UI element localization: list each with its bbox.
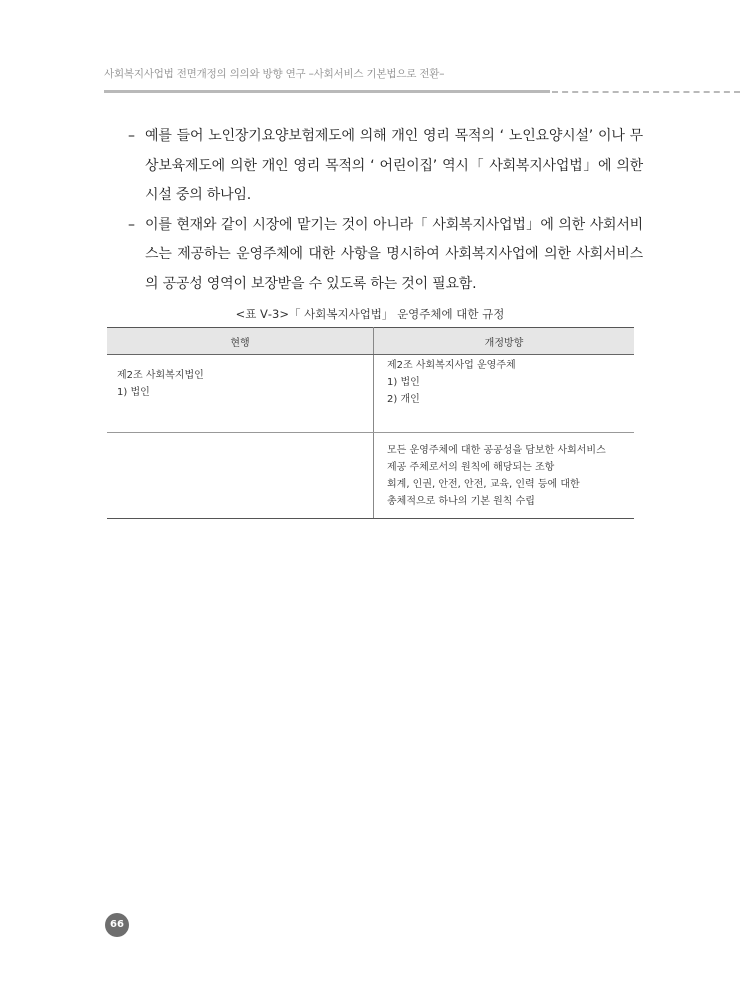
cell-current [107, 433, 374, 519]
bullet-list [128, 122, 643, 299]
header-dashed-rule [552, 91, 740, 93]
cell-line: 제공 주체로서의 원칙에 해당되는 조항 [387, 462, 555, 473]
cell-line: 제2조 사회복지법인 [117, 370, 204, 381]
bullet-text: 이를 현재와 같이 시장에 맡기는 것이 아니라「 사회복지사업법」에 의한 사회서비스는 제공하는 운영주체에 대한 사항을 명시하여 사회복지사업에 의한 사회서비스의 공공성 영역이 보장받을 수 있도록 하는 것이 필요함. [145, 216, 643, 292]
cell-current [107, 355, 374, 433]
cell-line: 회계, 인권, 안전, 안전, 교육, 인력 등에 대한 [387, 479, 580, 490]
column-header-revision: 개정방향 [374, 328, 635, 355]
table-header-row [107, 328, 634, 355]
column-header-current: 현행 [107, 328, 374, 355]
cell-line: 2) 개인 [387, 394, 420, 405]
bullet-text: 예를 들어 노인장기요양보험제도에 의해 개인 영리 목적의 ‘ 노인요양시설’ 이나 무상보육제도에 의한 개인 영리 목적의 ‘ 어린이집’ 역시「 사회복지사업법」에 의한 시설 중의 하나임. [145, 128, 643, 203]
table-caption: <표 Ⅴ-3>「 사회복지사업법」 운영주체에 대한 규정 [235, 307, 505, 321]
running-header: 사회복지사업법 전면개정의 의의와 방향 연구 –사회서비스 기본법으로 전환– [104, 68, 445, 80]
cell-line: 1) 법인 [387, 377, 420, 388]
table-row [107, 433, 634, 519]
regulation-table [107, 327, 634, 519]
bullet-marker: – [128, 216, 135, 233]
bullet-marker: – [128, 128, 135, 144]
page-number-badge: 66 [105, 913, 129, 937]
cell-line: 1) 법인 [117, 387, 150, 398]
cell-line: 모든 운영주체에 대한 공공성을 담보한 사회서비스 [387, 445, 606, 456]
bullet-item [128, 122, 643, 211]
cell-revision [374, 355, 635, 433]
cell-revision [374, 433, 635, 519]
header-rule [104, 90, 550, 93]
table-row [107, 355, 634, 433]
bullet-item [128, 211, 643, 300]
cell-line: 제2조 사회복지사업 운영주체 [387, 360, 516, 371]
cell-line: 총체적으로 하나의 기본 원칙 수립 [387, 496, 535, 507]
